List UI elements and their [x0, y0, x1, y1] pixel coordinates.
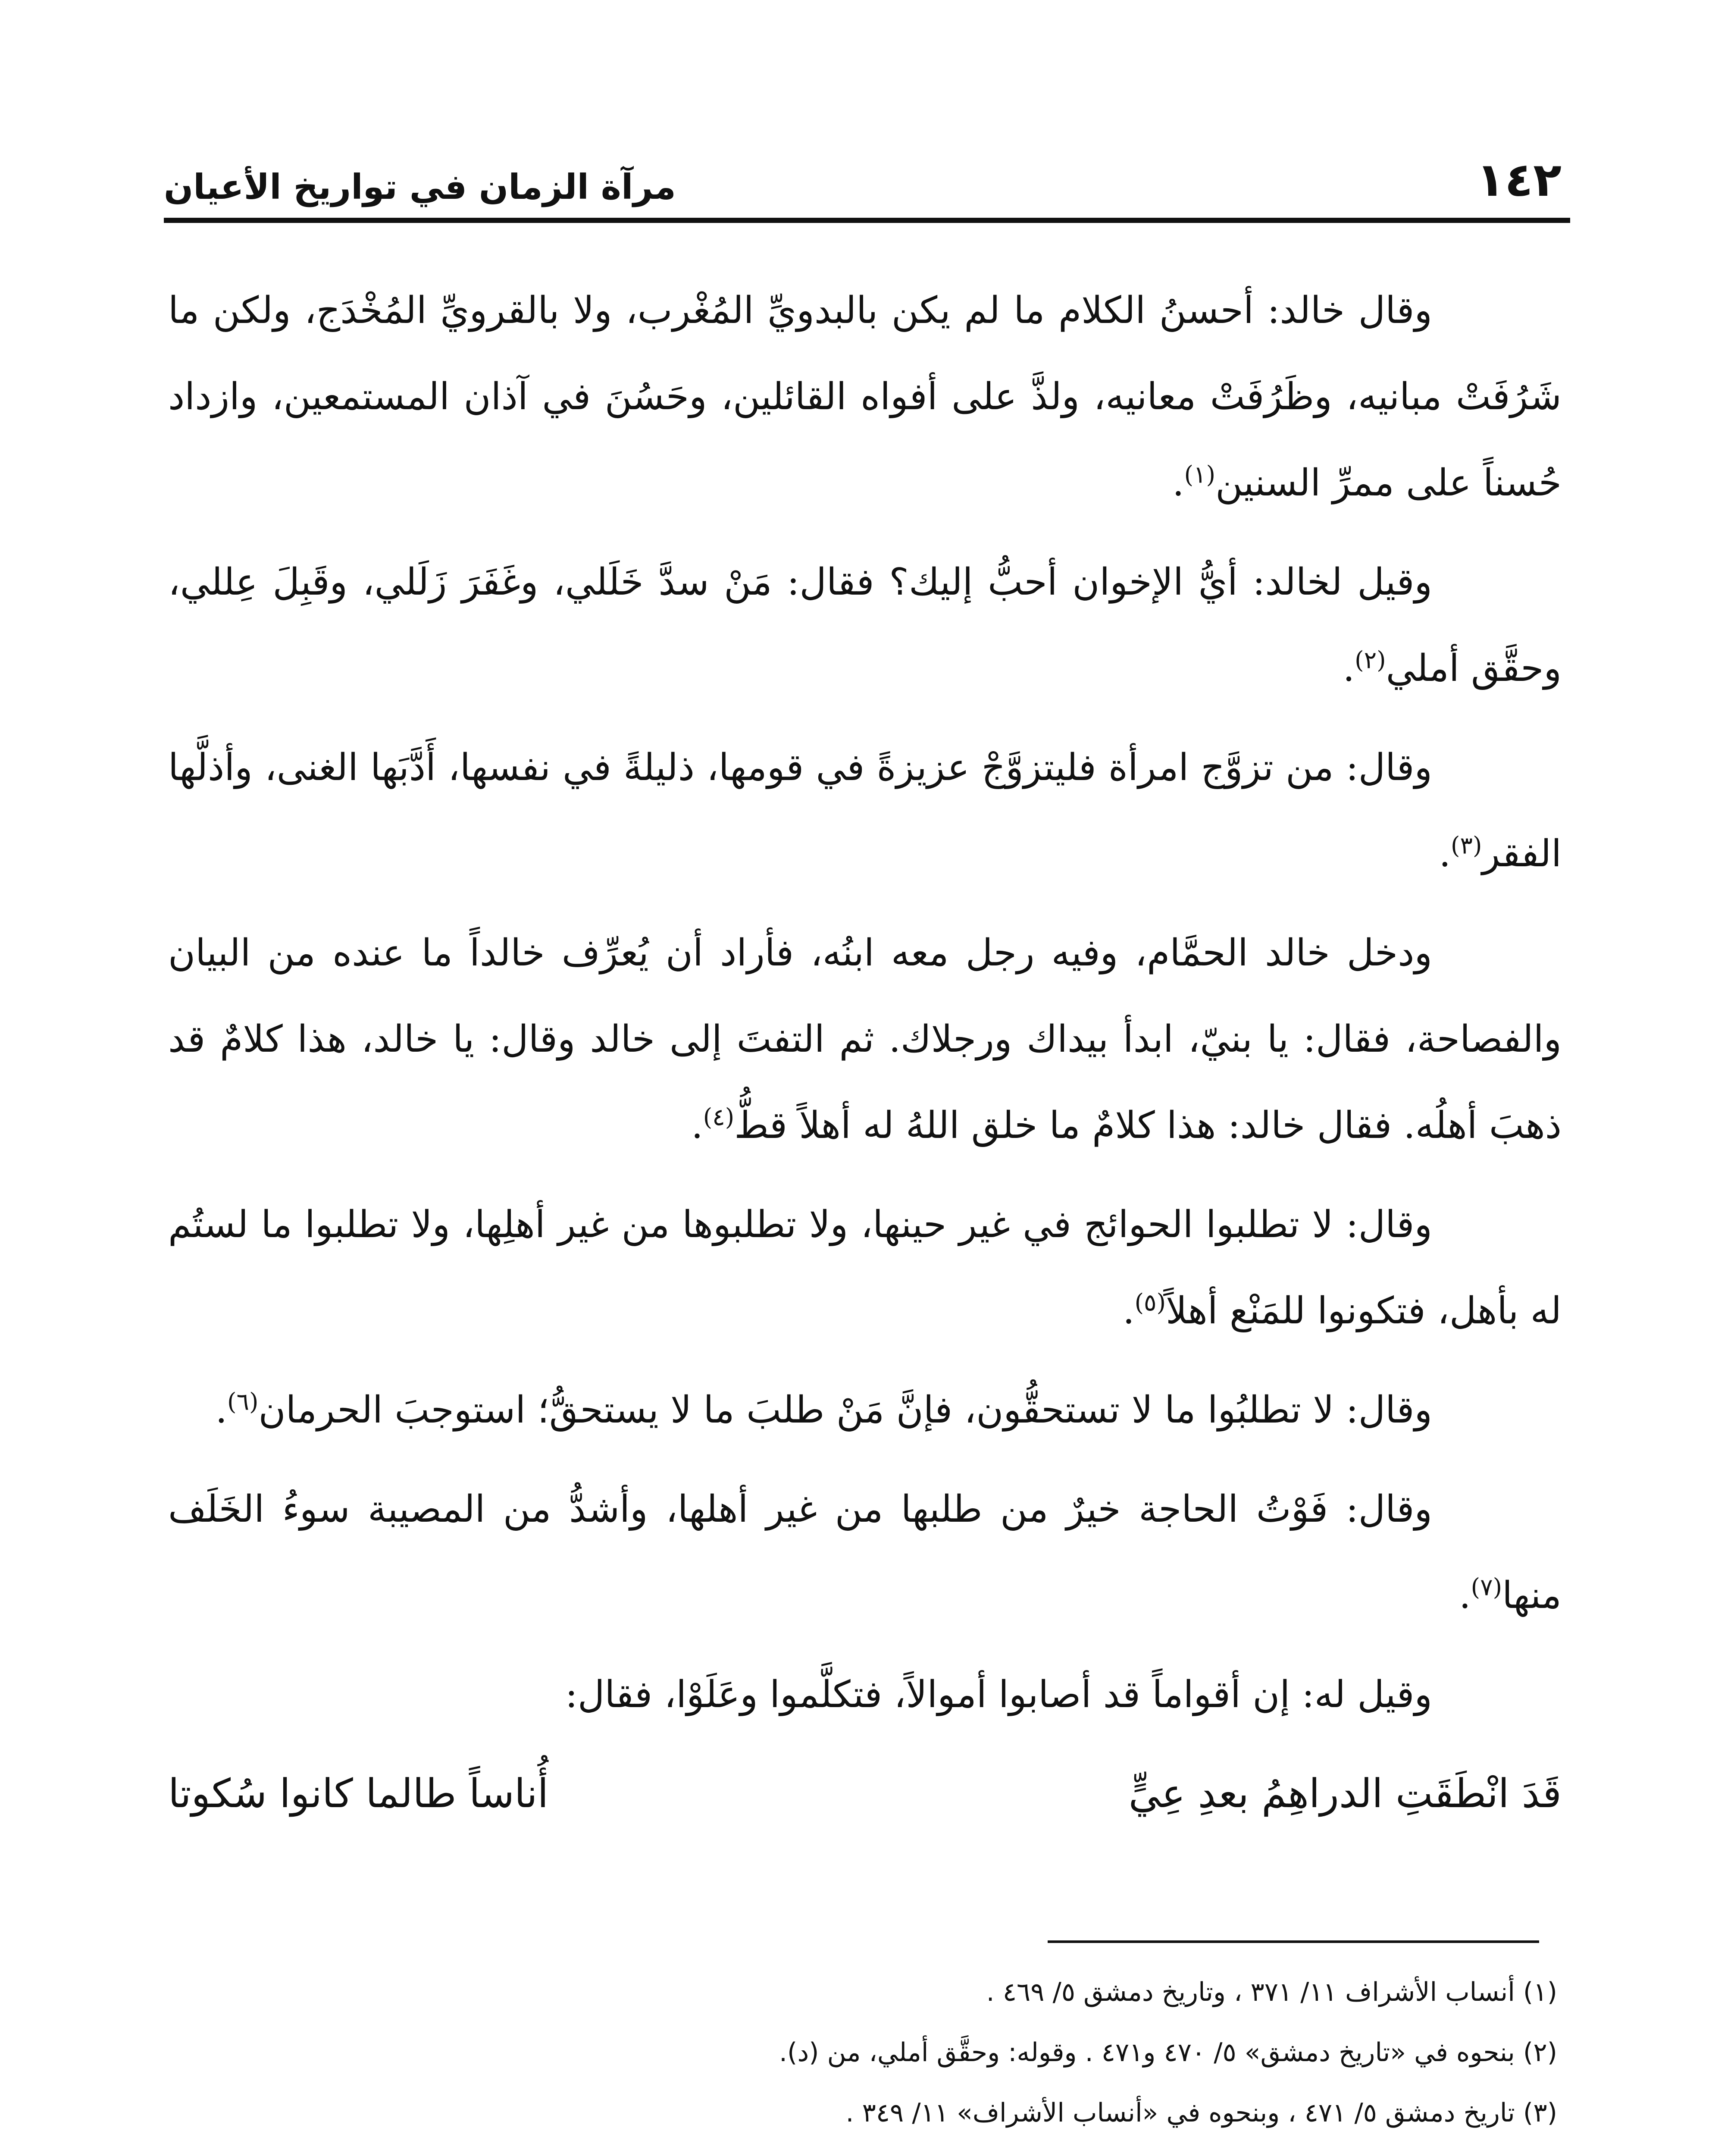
footnote-ref: (٦): [227, 1388, 259, 1416]
paragraph: ودخل خالد الحمَّام، وفيه رجل معه ابنُه، فأراد أن يُعرِّف خالداً ما عنده من البيان والفصاحة، فقال: يا بنيّ، ابدأ بيداك ورجلاك. ثم التفتَ إلى خالد وقال: يا خالد، هذا كلامٌ قد ذهبَ أهلُه. فقال خالد: هذا كلامٌ ما خلق اللهُ له أهلاً قطُّ$^{(٤)}$.: [168, 931, 1562, 1147]
footnote-item: (١) أنساب الأشراف ١١/ ٣٧١ ، وتاريخ دمشق ٥/ ٤٦٩ .: [986, 1977, 1557, 2007]
paragraph-text: وقال: لا تطلبُوا ما لا تستحقُّون، فإنَّ مَنْ طلبَ ما لا يستحقُّ؛ استوجبَ الحرمان: [258, 1388, 1432, 1432]
footnote-ref: (٤): [703, 1103, 735, 1131]
paragraph: وقال: لا تطلبُوا ما لا تستحقُّون، فإنَّ مَنْ طلبَ ما لا يستحقُّ؛ استوجبَ الحرمان$^{(٦)}$.: [215, 1388, 1432, 1432]
footnote-ref: (١): [1184, 461, 1216, 489]
footnote-item: (٣) تاريخ دمشق ٥/ ٤٧١ ، وبنحوه في «أنساب الأشراف» ١١/ ٣٤٩ .: [845, 2098, 1557, 2128]
paragraph-text: وقال خالد: أحسنُ الكلام ما لم يكن بالبدويِّ المُغْرب، ولا بالقرويِّ المُخْدَج، ولكن ما شَرُفَتْ مبانيه، وظَرُفَتْ معانيه، ولذَّ على أفواه القائلين، وحَسُنَ في آذان المستمعين، وازداد حُسناً على ممرِّ السنين: [168, 289, 1562, 505]
running-title: مرآة الزمان في تواريخ الأعيان: [164, 167, 676, 207]
footnote-item: [168, 2143, 1557, 2156]
footnote-ref: (٣): [1450, 831, 1482, 859]
paragraph: وقال خالد: أحسنُ الكلام ما لم يكن بالبدويِّ المُغْرب، ولا بالقرويِّ المُخْدَج، ولكن ما شَرُفَتْ مبانيه، وظَرُفَتْ معانيه، ولذَّ على أفواه القائلين، وحَسُنَ في آذان المستمعين، وازداد حُسناً على ممرِّ السنين$^{(١)}$.: [168, 289, 1562, 505]
verse-first-hemistich: قَدَ انْطَقَتِ الدراهِمُ بعدِ عِيٍّ: [1128, 1771, 1562, 1817]
paragraph-text: وقيل له: إن أقواماً قد أصابوا أموالاً، فتكلَّموا وعَلَوْا، فقال:: [565, 1673, 1432, 1716]
paragraph-text: ودخل خالد الحمَّام، وفيه رجل معه ابنُه، فأراد أن يُعرِّف خالداً ما عنده من البيان والفصاحة، فقال: يا بنيّ، ابدأ بيداك ورجلاك. ثم التفتَ إلى خالد وقال: يا خالد، هذا كلامٌ قد ذهبَ أهلُه. فقال خالد: هذا كلامٌ ما خلق اللهُ له أهلاً قطُّ: [168, 931, 1562, 1147]
paragraph: [168, 1651, 1562, 1738]
footnote-ref: (٢): [1355, 646, 1386, 674]
paragraph: وقيل لخالد: أيُّ الإخوان أحبُّ إليك؟ فقال: مَنْ سدَّ خَلَلي، وغَفَرَ زَلَلي، وقَبِلَ عِللي، وحقَّق أملي$^{(٢)}$.: [168, 561, 1562, 690]
paragraph-text: وقال: من تزوَّج امرأة فليتزوَّجْ عزيزةً في قومها، ذليلةً في نفسها، أَدَّبَها الغنى، وأذلَّها الفقر: [168, 746, 1562, 875]
footnotes: [168, 1962, 1557, 2156]
paragraph: وقال: من تزوَّج امرأة فليتزوَّجْ عزيزةً في قومها، ذليلةً في نفسها، أَدَّبَها الغنى، وأذلَّها الفقر$^{(٣)}$.: [168, 746, 1562, 875]
paragraph: وقال: لا تطلبوا الحوائج في غير حينها، ولا تطلبوها من غير أهلِها، ولا تطلبوا ما لستُم له بأهل، فتكونوا للمَنْع أهلاً$^{(٥)}$.: [168, 1203, 1562, 1332]
paragraph-text: وقيل لخالد: أيُّ الإخوان أحبُّ إليك؟ فقال: مَنْ سدَّ خَلَلي، وغَفَرَ زَلَلي، وقَبِلَ عِللي، وحقَّق أملي: [168, 561, 1562, 690]
page-number: ١٤٢: [1476, 153, 1562, 207]
footnote-ref: (٧): [1471, 1573, 1502, 1601]
page-header: [164, 142, 1562, 207]
footnote-separator: [1048, 1940, 1539, 1943]
paragraph: وقال: فَوْتُ الحاجة خيرٌ من طلبها من غير أهلها، وأشدُّ من المصيبة سوءُ الخَلَف منها$^{(٧)}$.: [168, 1488, 1562, 1617]
verse-second-hemistich: أُناساً طالما كانوا سُكوتا: [168, 1771, 549, 1817]
footnote-ref: (٥): [1134, 1288, 1166, 1316]
paragraph-text: وقال: فَوْتُ الحاجة خيرٌ من طلبها من غير أهلها، وأشدُّ من المصيبة سوءُ الخَلَف منها: [168, 1488, 1562, 1617]
paragraph-text: وقال: لا تطلبوا الحوائج في غير حينها، ولا تطلبوها من غير أهلِها، ولا تطلبوا ما لستُم له بأهل، فتكونوا للمَنْع أهلاً: [168, 1203, 1562, 1332]
main-text: [168, 267, 1562, 1837]
poem-verse: [168, 1751, 1562, 1837]
footnote-item: (٢) بنحوه في «تاريخ دمشق» ٥/ ٤٧٠ و٤٧١ . وقوله: وحقَّق أملي، من (د).: [779, 2037, 1557, 2068]
header-rule: [164, 218, 1570, 223]
